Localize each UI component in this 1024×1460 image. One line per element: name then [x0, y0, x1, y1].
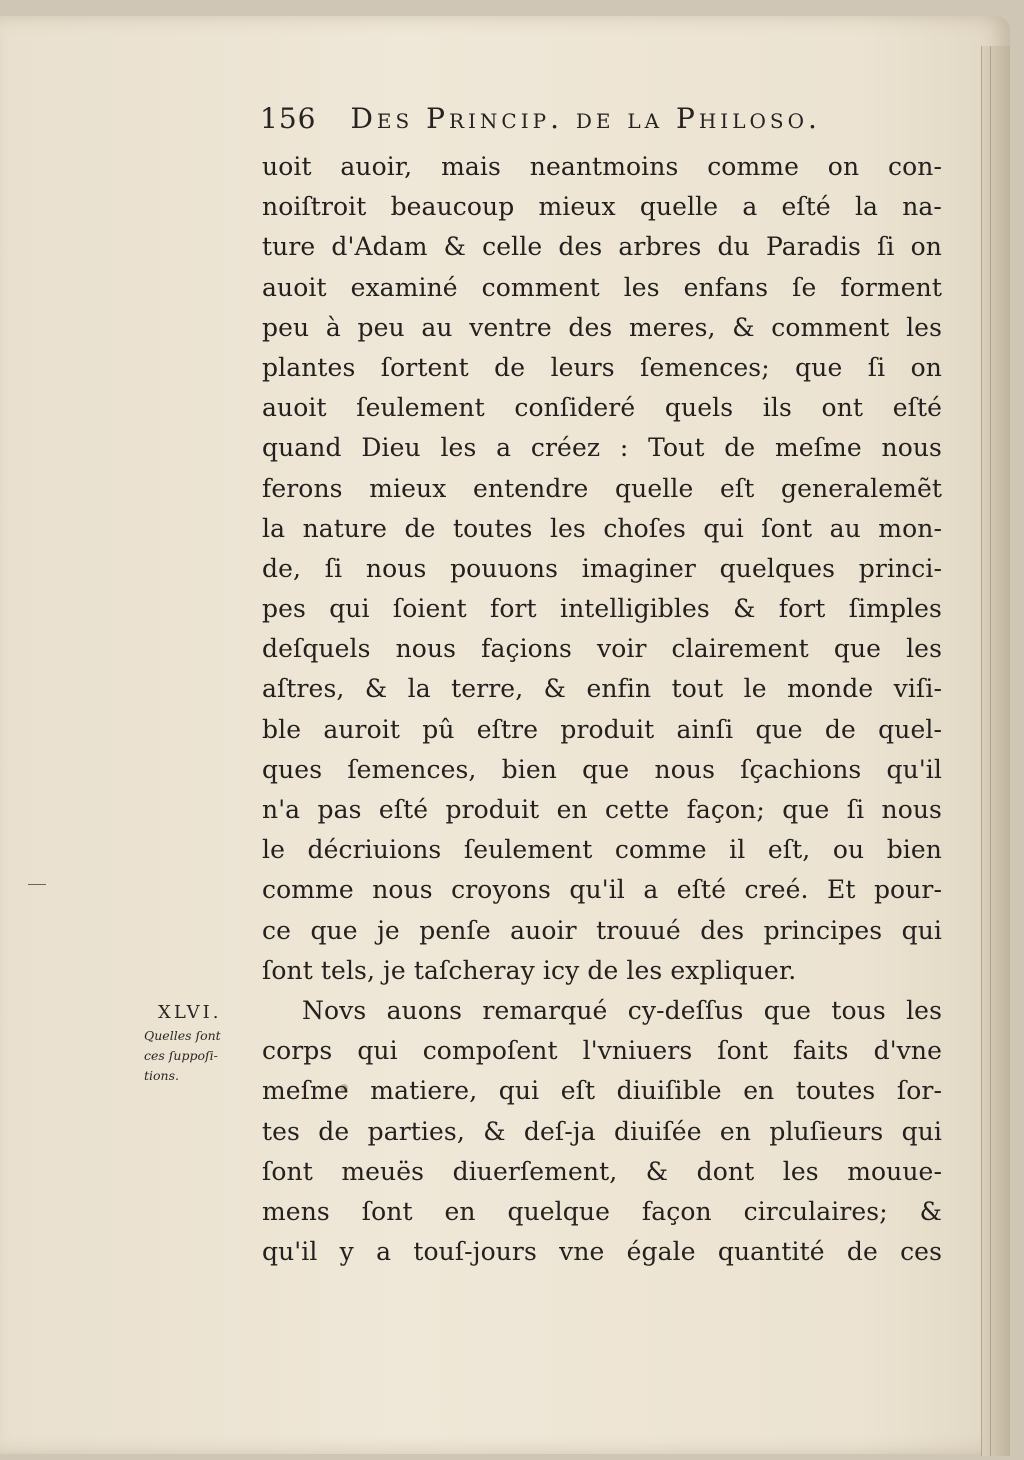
text-line: quand Dieu les a créez : Tout de meſme nous	[262, 433, 942, 463]
text-line: Novs auons remarqué cy-deſſus que tous les	[302, 995, 942, 1025]
text-line: mens ſont en quelque façon circulaires; &	[262, 1196, 942, 1226]
text-line: tes de parties, & deſ-ja diuiſée en pluſieurs qui	[262, 1116, 942, 1146]
text-line: de, ſi nous pouuons imaginer quelques princi-	[262, 553, 942, 583]
text-line: ſont tels, je taſcheray icy de les expliquer.	[262, 955, 797, 985]
text-line: meſme matiere, qui eſt diuiſible en toutes ſor-	[262, 1076, 942, 1106]
margin-note-text: Quelles ſont ces ſuppoſi- tions.	[144, 1028, 221, 1083]
running-head	[260, 102, 890, 135]
body-text	[262, 147, 942, 1272]
text-line: ble auroit pû eſtre produit ainſi que de quel-	[262, 714, 942, 744]
text-line: auoit examiné comment les enfans ſe forment	[262, 272, 942, 302]
text-line: deſquels nous façions voir clairement que les	[262, 634, 942, 664]
text-line: le décriuions ſeulement comme il eſt, ou bien	[262, 835, 942, 865]
text-line: auoit ſeulement conſideré quels ils ont eſté	[262, 393, 942, 423]
text-line: ce que je penſe auoir trouué des principes qui	[262, 915, 942, 945]
margin-dash-mark	[28, 884, 46, 885]
text-line: uoit auoir, mais neantmoins comme on con-	[262, 152, 942, 181]
text-line: pes qui ſoient fort intelligibles & fort ſimples	[262, 594, 942, 624]
paragraph-new	[262, 991, 942, 1272]
text-line: ferons mieux entendre quelle eſt generalemẽt	[262, 473, 942, 503]
page-number: 156	[260, 102, 317, 135]
margin-note-numeral: XLVI.	[158, 1002, 222, 1023]
text-line: peu à peu au ventre des meres, & comment les	[262, 312, 942, 342]
text-line: corps qui compoſent l'vniuers ſont faits d'vne	[262, 1036, 942, 1066]
text-line: noiſtroit beaucoup mieux quelle a eſté la na-	[262, 192, 942, 222]
text-line: ſont meuës diuerſement, & dont les mouue-	[262, 1156, 942, 1186]
margin-note	[144, 1002, 254, 1086]
text-line: ques ſemences, bien que nous ſçachions qu'il	[262, 754, 942, 784]
text-line: ture d'Adam & celle des arbres du Paradis ſi on	[262, 232, 942, 262]
text-line: n'a pas eſté produit en cette façon; que ſi nous	[262, 795, 942, 824]
running-title: Des Princip. de la Philoso.	[350, 102, 821, 135]
text-line: la nature de toutes les choſes qui ſont au mon-	[262, 513, 942, 543]
text-line: plantes ſortent de leurs ſemences; que ſi on	[262, 352, 942, 382]
page-edge	[981, 46, 1010, 1456]
paragraph-continued	[262, 147, 942, 991]
text-line: qu'il y a touſ-jours vne égale quantité de ces	[262, 1237, 942, 1267]
text-line: comme nous croyons qu'il a eſté creé. Et pour-	[262, 875, 942, 905]
text-line: aſtres, & la terre, & enfin tout le monde viſi-	[262, 674, 942, 704]
